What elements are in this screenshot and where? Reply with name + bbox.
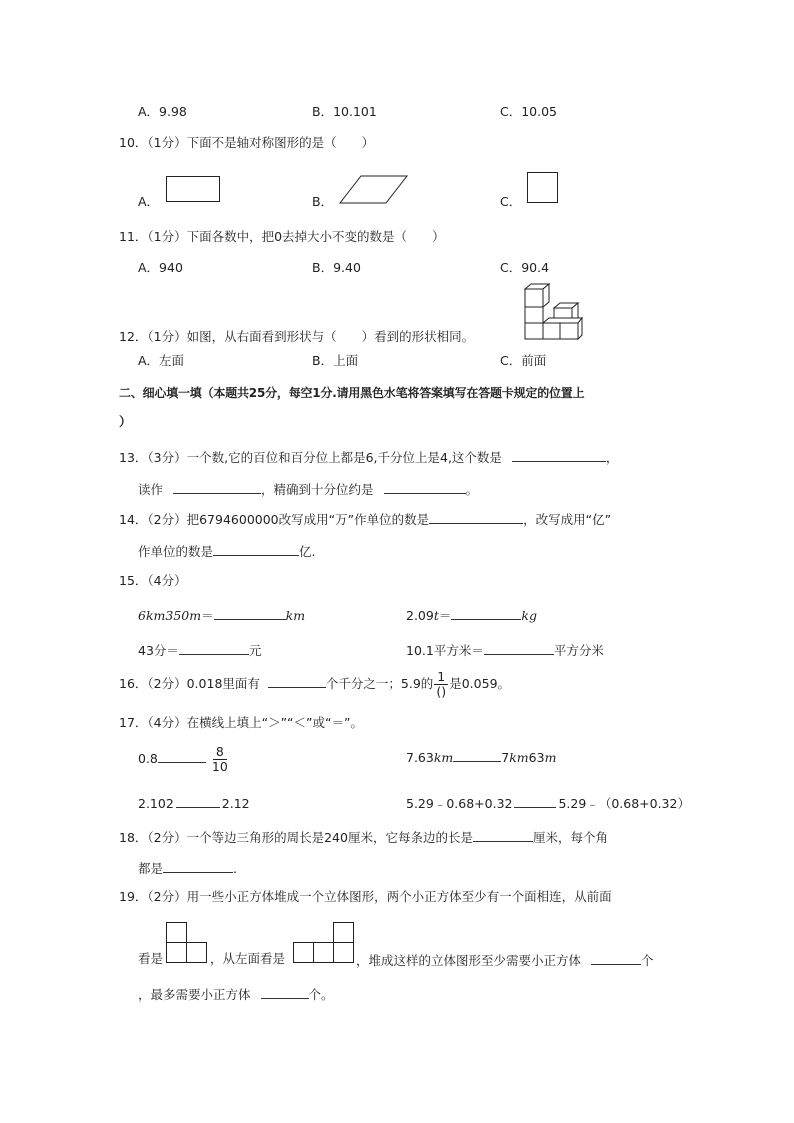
q17-i3b: 2.12 bbox=[221, 796, 250, 811]
section-two-header: 二、细心填一填（本题共25分，每空1分.请用黑色水笔将答案填写在答题卡规定的位置上 bbox=[119, 386, 585, 400]
q17-item-3 bbox=[138, 794, 250, 812]
q19-text-4: ，堆成这样的立体图形至少需要小正方体 bbox=[356, 953, 582, 968]
left-view-cell bbox=[313, 942, 334, 963]
q17-blank-1[interactable] bbox=[158, 749, 206, 763]
q17-blank-4[interactable] bbox=[514, 794, 556, 808]
q17-i2b: km bbox=[433, 750, 454, 765]
q9-option-c: C．10.05 bbox=[500, 104, 558, 119]
left-view-cell bbox=[333, 922, 354, 943]
q13-text-1: 13．（3分）一个数,它的百位和百分位上都是6,千分位上是4,这个数是 bbox=[119, 450, 502, 465]
q19-text-3: ，从左面看是 bbox=[210, 951, 286, 966]
q10-option-a: A． bbox=[138, 194, 160, 209]
q19-line2-rest bbox=[356, 951, 654, 969]
q14-blank-1[interactable] bbox=[429, 510, 523, 524]
q16-text-1: 16．（2分）0.018里面有 bbox=[119, 676, 260, 691]
q16-text-2: 个千分之一；5.9的 bbox=[325, 676, 434, 691]
rectangle-figure bbox=[166, 176, 220, 202]
q15-i3a: 43分＝ bbox=[138, 643, 179, 658]
q16-fraction-num: 1 bbox=[434, 670, 448, 685]
q12-option-a: A．左面 bbox=[138, 353, 185, 368]
q13-text-4: 。 bbox=[465, 482, 479, 497]
q18-text-3: 都是 bbox=[138, 861, 164, 876]
parallelogram-figure bbox=[339, 175, 409, 205]
q19-blank-2[interactable] bbox=[261, 985, 309, 999]
front-view-cell bbox=[166, 942, 187, 963]
q12-stem: 12．（1分）如图，从右面看到形状与（ ）看到的形状相同。 bbox=[119, 329, 475, 344]
q15-i4a: 10.1平方米＝ bbox=[406, 643, 484, 658]
q19-blank-1[interactable] bbox=[591, 951, 641, 965]
q17-stem: 17．（4分）在横线上填上“＞”“＜”或“＝”。 bbox=[119, 715, 363, 730]
q18-text-2: 厘米，每个角 bbox=[532, 830, 608, 845]
left-view-cell bbox=[293, 942, 314, 963]
q11-option-a: A．940 bbox=[138, 260, 183, 275]
q17-item-4 bbox=[406, 794, 690, 812]
q14-line1 bbox=[119, 510, 611, 528]
front-view-cell bbox=[166, 922, 187, 943]
q16-fraction-den[interactable]: () bbox=[436, 684, 447, 699]
section-two-header-end: ） bbox=[119, 414, 132, 429]
q11-stem: 11．（1分）下面各数中，把0去掉大小不变的数是（ ） bbox=[119, 229, 445, 244]
q15-blank-4[interactable] bbox=[484, 641, 554, 655]
q18-blank-1[interactable] bbox=[473, 828, 533, 842]
q12-option-b: B．上面 bbox=[312, 353, 359, 368]
q16-fraction bbox=[434, 670, 448, 699]
q15-item-4 bbox=[406, 641, 604, 659]
q13-blank-2[interactable] bbox=[173, 480, 261, 494]
square-figure bbox=[527, 172, 558, 203]
q13-text-2: 读作 bbox=[138, 482, 164, 497]
q19-line3 bbox=[138, 985, 334, 1003]
q10-option-c: C． bbox=[500, 194, 522, 209]
q15-i3b: 元 bbox=[248, 643, 262, 658]
q15-item-2 bbox=[406, 606, 537, 624]
q15-i1f: km bbox=[285, 608, 306, 623]
q15-blank-2[interactable] bbox=[451, 606, 521, 620]
q18-text-4: . bbox=[233, 861, 237, 876]
q15-i4b: 平方分米 bbox=[553, 643, 604, 658]
q14-text-2: ，改写成用“亿” bbox=[523, 512, 612, 527]
q14-text-4: 亿. bbox=[299, 544, 316, 559]
q17-i3a: 2.102 bbox=[138, 796, 174, 811]
q17-blank-3[interactable] bbox=[176, 794, 220, 808]
q18-blank-2[interactable] bbox=[163, 859, 233, 873]
q17-i4b: 5.29﹣（0.68+0.32） bbox=[558, 796, 690, 811]
q10-option-b: B． bbox=[312, 194, 334, 209]
q17-fraction bbox=[210, 745, 230, 774]
q17-i2c: 7 bbox=[501, 750, 510, 765]
q13-blank-3[interactable] bbox=[384, 480, 466, 494]
q15-i1e: ＝ bbox=[201, 608, 214, 623]
q9-option-a: A．9.98 bbox=[138, 104, 187, 119]
q14-line2 bbox=[138, 542, 316, 560]
q18-line1 bbox=[119, 828, 608, 846]
q16-blank-1[interactable] bbox=[268, 674, 326, 688]
front-view-cell bbox=[186, 942, 207, 963]
q14-text-1: 14．（2分）把6794600000改写成用“万”作单位的数是 bbox=[119, 512, 430, 527]
q17-i2e: 63 bbox=[528, 750, 545, 765]
q14-blank-2[interactable] bbox=[213, 542, 299, 556]
q15-i1d: m bbox=[189, 608, 202, 623]
q19-text-7: 个。 bbox=[308, 987, 334, 1002]
q15-i1b: km bbox=[145, 608, 166, 623]
q19-text-5: 个 bbox=[641, 953, 654, 968]
q16-text-3: 是0.059。 bbox=[449, 676, 511, 691]
q15-i2c: ＝ bbox=[438, 608, 452, 623]
cube-stack-figure bbox=[522, 283, 584, 341]
q14-text-3: 作单位的数是 bbox=[138, 544, 214, 559]
q15-item-1 bbox=[138, 606, 305, 624]
q15-i1a: 6 bbox=[138, 608, 146, 623]
q17-item-2 bbox=[406, 748, 556, 766]
q12-option-c: C．前面 bbox=[500, 353, 547, 368]
q10-stem: 10．（1分）下面不是轴对称图形的是（ ） bbox=[119, 135, 375, 150]
q18-line2 bbox=[138, 859, 237, 877]
q16-line bbox=[119, 670, 510, 699]
q19-text-6: ，最多需要小正方体 bbox=[138, 987, 251, 1002]
q13-blank-1[interactable] bbox=[512, 448, 606, 462]
q17-i2f: m bbox=[544, 750, 557, 765]
q15-blank-1[interactable] bbox=[214, 606, 286, 620]
q17-i2a: 7.63 bbox=[406, 750, 434, 765]
q17-fraction-num: 8 bbox=[213, 745, 227, 760]
q19-line1: 19．（2分）用一些小正方体堆成一个立体图形，两个小正方体至少有一个面相连，从前面 bbox=[119, 889, 612, 904]
q15-i2d: kg bbox=[521, 608, 537, 623]
q13-text-1-end: ， bbox=[605, 450, 619, 465]
q17-i1a: 0.8 bbox=[138, 751, 158, 766]
q15-item-3 bbox=[138, 641, 261, 659]
q9-option-b: B．10.101 bbox=[312, 104, 377, 119]
q17-i4a: 5.29﹣0.68+0.32 bbox=[406, 796, 513, 811]
q11-option-b: B．9.40 bbox=[312, 260, 361, 275]
q11-option-c: C．90.4 bbox=[500, 260, 550, 275]
q17-item-1 bbox=[138, 744, 231, 774]
q15-stem: 15．（4分） bbox=[119, 573, 187, 588]
q13-line2 bbox=[138, 480, 478, 498]
q19-text-2: 看是 bbox=[138, 951, 164, 966]
q17-blank-2[interactable] bbox=[453, 748, 501, 762]
q13-text-3: ，精确到十分位约是 bbox=[261, 482, 374, 497]
q15-i1c: 350 bbox=[165, 608, 190, 623]
left-view-cell bbox=[333, 942, 354, 963]
q15-i2a: 2.09 bbox=[406, 608, 434, 623]
q18-text-1: 18．（2分）一个等边三角形的周长是240厘米，它每条边的长是 bbox=[119, 830, 473, 845]
q17-i2d: km bbox=[509, 750, 529, 765]
q15-i2b: t bbox=[433, 608, 439, 623]
q15-blank-3[interactable] bbox=[179, 641, 249, 655]
q17-fraction-den: 10 bbox=[211, 759, 228, 774]
q13-line1 bbox=[119, 448, 618, 466]
